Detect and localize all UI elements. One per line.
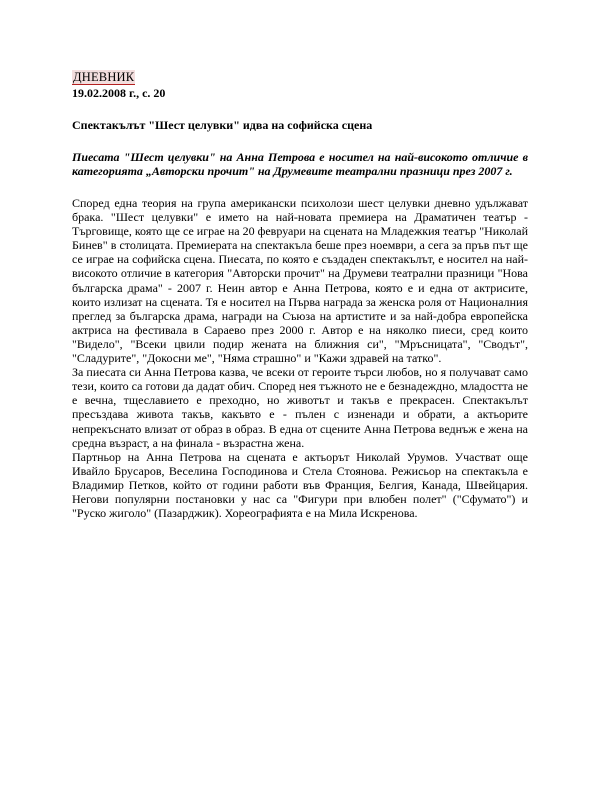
body-paragraph-1: Според една теория на група американски психолози шест целувки дневно удължават брака. "Шест целувки" е името на най-новата премиера на Драматичен театър - Търговище, която ще се играе на 20 февруари на сцената на Младежкия театър "Николай Бинев" в столицата. Премиерата на спектакъла беше през ноември, а сега за пръв път ще се играе на софийска сцена. Пиесата, по която е създаден спектакълът, е носител на най-високото отличие в категория "Авторски прочит" на Друмеви театрални празници "Нова българска драма" - 2007 г. Неин автор е Анна Петрова, която е и една от актрисите, които излизат на сцената. Тя е носител на Първа награда за женска роля от Националния преглед за българска драма, награди на Съюза на артистите и за най-добра европейска актриса на фестивала в Сараево през 2000 г. Автор е на няколко пиеси, сред които "Видело", "Всеки цвили подир жената на ближния си", "Мръсницата", "Сводът", "Сладурите", "Докосни ме", "Няма страшно" и "Кажи здравей на татко". — [72, 196, 528, 366]
publication-date-page: 19.02.2008 г., с. 20 — [72, 86, 166, 100]
article-body — [72, 196, 528, 520]
article-lead: Пиесата "Шест целувки" на Анна Петрова е носител на най-високото отличие в категорията „Авторски прочит" на Друмевите театрални празници през 2007 г. — [72, 150, 528, 178]
body-paragraph-2: За пиесата си Анна Петрова казва, че всеки от героите търси любов, но я получават само тези, които са готови да дадат обич. Според нея тъжното не е безнадеждно, младостта не е вечна, тщеславието е преходно, но животът и такъв е прекрасен. Спектакълът пресъздава живота такъв, какъвто е - пълен с изненади и обрати, а актьорите непрекъснато влизат от образ в образ. В една от сцените Анна Петрова веднъж е жена на средна възраст, а на финала - възрастна жена. — [72, 365, 528, 450]
document-page — [72, 68, 528, 520]
publication-name: ДНЕВНИК — [73, 70, 135, 84]
body-paragraph-3: Партньор на Анна Петрова на сцената е актьорът Николай Урумов. Участват още Ивайло Брусаров, Веселина Господинова и Стела Стоянова. Режисьор на спектакъла е Владимир Петков, който от години работи във Франция, Белгия, Канада, Швейцария. Негови популярни постановки у нас са "Фигури при влюбен полет" ("Сфумато") и "Руско жиголо" (Пазарджик). Хореографията е на Мила Искренова. — [72, 449, 528, 521]
article-headline: Спектакълът "Шест целувки" идва на софийска сцена — [72, 118, 373, 132]
